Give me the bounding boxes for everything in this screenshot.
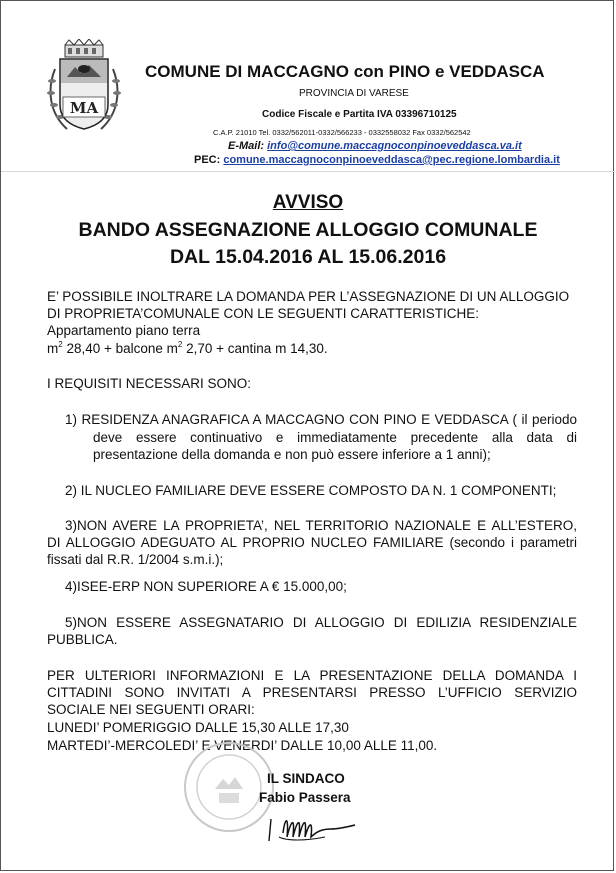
notice-dates: DAL 15.04.2016 AL 15.06.2016: [169, 246, 447, 268]
mayor-name: Fabio Passera: [259, 790, 351, 805]
req5-line-1: 5)NON ESSERE ASSEGNATARIO DI ALLOGGIO DI EDILIZIA RESIDENZIALE: [65, 615, 577, 630]
req3-line-3: fissati dal R.R. 1/2004 s.m.i.);: [47, 552, 224, 567]
municipal-crest-logo: [45, 39, 123, 135]
notice-title: BANDO ASSEGNAZIONE ALLOGGIO COMUNALE: [78, 219, 538, 241]
intro-line-3: Appartamento piano terra: [47, 323, 201, 338]
handwritten-signature: [265, 807, 365, 849]
intro-line-1: E’ POSSIBILE INOLTRARE LA DOMANDA PER L’ASSEGNAZIONE DI UN ALLOGGIO: [47, 289, 570, 304]
req4-line: 4)ISEE-ERP NON SUPERIORE A € 15.000,00;: [65, 579, 347, 594]
pec-line: [194, 154, 560, 166]
apartment-dimensions: $m^2$ 28,40 + balcone $m^2$ 2,70 + cantina m 14,30.: [47, 339, 328, 356]
email-link[interactable]: info@comune.maccagnoconpinoeveddasca.va.it: [267, 140, 522, 152]
header-divider: [1, 171, 615, 172]
comune-name: COMUNE DI MACCAGNO con PINO e VEDDASCA: [145, 62, 545, 81]
req2-line: 2) IL NUCLEO FAMILIARE DEVE ESSERE COMPOSTO DA N. 1 COMPONENTI;: [65, 483, 557, 498]
pec-label: PEC:: [194, 154, 221, 166]
pec-link[interactable]: comune.maccagnoconpinoeveddasca@pec.regione.lombardia.it: [223, 154, 560, 166]
province-name: PROVINCIA DI VARESE: [299, 88, 409, 99]
fiscal-code: Codice Fiscale e Partita IVA 03396710125: [262, 109, 457, 120]
info-hours-2: MARTEDI’-MERCOLEDI’ E VENERDI’ DALLE 10,00 ALLE 11,00.: [47, 738, 438, 753]
email-label: E-Mail:: [228, 140, 265, 152]
intro-line-2: DI PROPRIETA’COMUNALE CON LE SEGUENTI CARATTERISTICHE:: [47, 306, 480, 321]
mayor-title: IL SINDACO: [267, 771, 345, 786]
official-stamp: [181, 739, 277, 835]
requirements-heading: I REQUISITI NECESSARI SONO:: [47, 376, 252, 391]
info-line-3: SOCIALE NEI SEGUENTI ORARI:: [47, 702, 255, 717]
notice-heading: AVVISO: [272, 192, 344, 213]
req1-line-2: deve essere continuativo e immediatamente precedente alla data di: [93, 430, 577, 445]
info-line-1: PER ULTERIORI INFORMAZIONI E LA PRESENTAZIONE DELLA DOMANDA I: [47, 668, 577, 683]
req3-line-1: 3)NON AVERE LA PROPRIETA’, NEL TERRITORIO NAZIONALE E ALL’ESTERO,: [65, 518, 577, 533]
email-line: [228, 140, 522, 152]
req1-line-3: presentazione della domanda e non può essere inferiore a 1 anni);: [93, 447, 491, 462]
req5-line-2: PUBBLICA.: [47, 632, 118, 647]
info-hours-1: LUNEDI’ POMERIGGIO DALLE 15,30 ALLE 17,30: [47, 720, 349, 735]
crest-letters: MA: [69, 99, 99, 117]
req3-line-2: DI ALLOGGIO ADEGUATO AL PROPRIO NUCLEO FAMILIARE (secondo i parametri: [47, 535, 577, 550]
info-line-2: CITTADINI SONO INVITATI A PRESENTARSI PRESSO L’UFFICIO SERVIZIO: [47, 685, 577, 700]
contact-numbers: C.A.P. 21010 Tel. 0332/562011-0332/566233 - 0332558032 Fax 0332/562542: [213, 128, 471, 137]
req1-line-1: 1) RESIDENZA ANAGRAFICA A MACCAGNO CON PINO E VEDDASCA ( il periodo: [65, 412, 577, 427]
